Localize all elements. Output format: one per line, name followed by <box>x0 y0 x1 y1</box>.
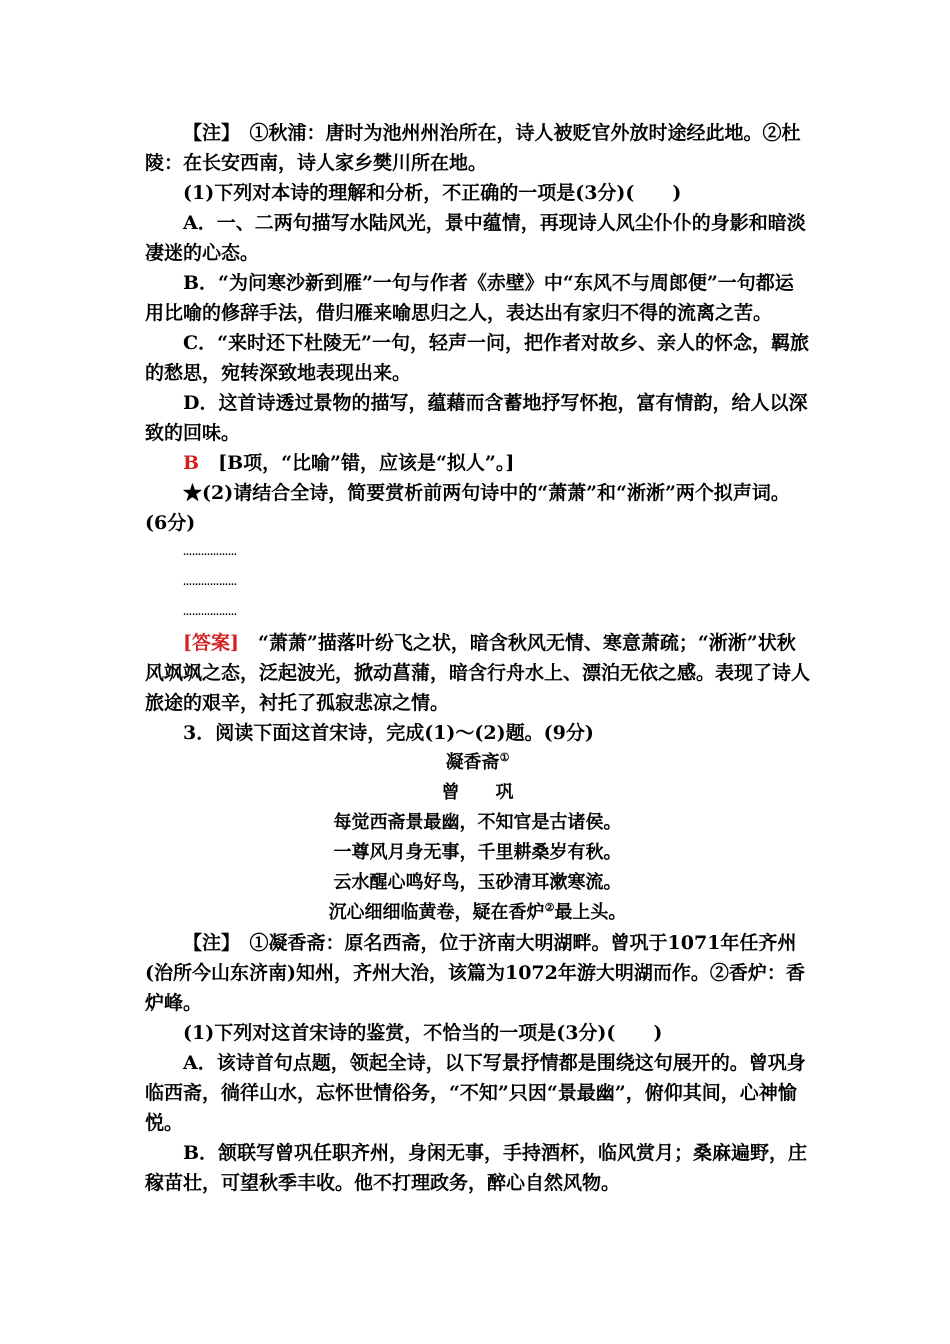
option-b: B．颔联写曾巩任职齐州，身闲无事，手持酒杯，临风赏月；桑麻遍野，庄稼苗壮，可望秋季丰收。他不打理政务，醉心自然风物。 <box>145 1142 808 1194</box>
answer-line: ……………… <box>183 608 237 618</box>
poem-line: 沉心细细临黄卷，疑在香炉②最上头。 <box>328 901 627 923</box>
answer-lines <box>145 538 810 628</box>
question-1-stem: (1)下列对本诗的理解和分析，不正确的一项是(3分)( ) <box>183 182 682 204</box>
note-label: 【注】 <box>183 122 231 144</box>
poem-line: 云水醒心鸣好鸟，玉砂清耳漱寒流。 <box>333 872 622 893</box>
note-2 <box>145 928 810 1018</box>
footnote-mark: ① <box>499 751 510 764</box>
note-text: ①秋浦：唐时为池州州治所在，诗人被贬官外放时途经此地。②杜陵：在长安西南，诗人家乡樊川所在地。 <box>145 122 801 174</box>
question-3-stem: 3．阅读下面这首宋诗，完成(1)～(2)题。(9分) <box>183 722 594 744</box>
answer-text: “萧萧”描落叶纷飞之状，暗含秋风无情、寒意萧疏；“淅淅”状秋风飒飒之态，泛起波光，掀动菖蒲，暗含行舟水上、漂泊无依之感。表现了诗人旅途的艰辛，衬托了孤寂悲凉之情。 <box>145 632 811 714</box>
note-text: ①凝香斋：原名西斋，位于济南大明湖畔。曾巩于1071年任齐州(治所今山东济南)知州，齐州大治，该篇为1072年游大明湖而作。②香炉：香炉峰。 <box>145 932 805 1014</box>
option-c: C．“来时还下杜陵无”一句，轻声一问，把作者对故乡、亲人的怀念，羁旅的愁思，宛转深致地表现出来。 <box>145 332 809 384</box>
note-1 <box>145 118 810 178</box>
answer-line: ……………… <box>183 578 237 588</box>
answer-letter: B <box>183 452 200 474</box>
document-body <box>145 118 810 1198</box>
answer-label: [答案] <box>183 632 239 654</box>
question-2-stem: ★(2)请结合全诗，简要赏析前两句诗中的“萧萧”和“淅淅”两个拟声词。(6分) <box>145 482 790 534</box>
option-a: A．一、二两句描写水陆风光，景中蕴情，再现诗人风尘仆仆的身影和暗淡凄迷的心态。 <box>145 212 806 264</box>
answer-1 <box>145 448 810 478</box>
poem-author: 曾 巩 <box>441 782 514 803</box>
footnote-mark: ② <box>544 901 555 914</box>
option-d: D．这首诗透过景物的描写，蕴藉而含蓄地抒写怀抱，富有情韵，给人以深致的回味。 <box>145 392 808 444</box>
option-a: A．该诗首句点题，领起全诗，以下写景抒情都是围绕这句展开的。曾巩身临西斋，徜徉山水，忘怀世情俗务，“不知”只因“景最幽”，俯仰其间，心神愉悦。 <box>145 1052 806 1134</box>
option-b: B．“为问寒沙新到雁”一句与作者《赤壁》中“东风不与周郎便”一句都运用比喻的修辞手法，借归雁来喻思归之人，表达出有家归不得的流离之苦。 <box>145 272 794 324</box>
poem-title: 凝香斋① <box>445 751 510 773</box>
answer-line: ……………… <box>183 548 237 558</box>
poem-line: 一尊风月身无事，千里耕桑岁有秋。 <box>333 842 622 863</box>
poem-line: 每觉西斋景最幽，不知官是古诸侯。 <box>333 812 622 833</box>
answer-2 <box>145 628 810 718</box>
answer-explanation: [B项，“比喻”错，应该是“拟人”。] <box>218 452 515 474</box>
poem <box>145 748 810 928</box>
question-3-1-stem: (1)下列对这首宋诗的鉴赏，不恰当的一项是(3分)( ) <box>183 1022 663 1044</box>
note-label: 【注】 <box>183 932 231 954</box>
